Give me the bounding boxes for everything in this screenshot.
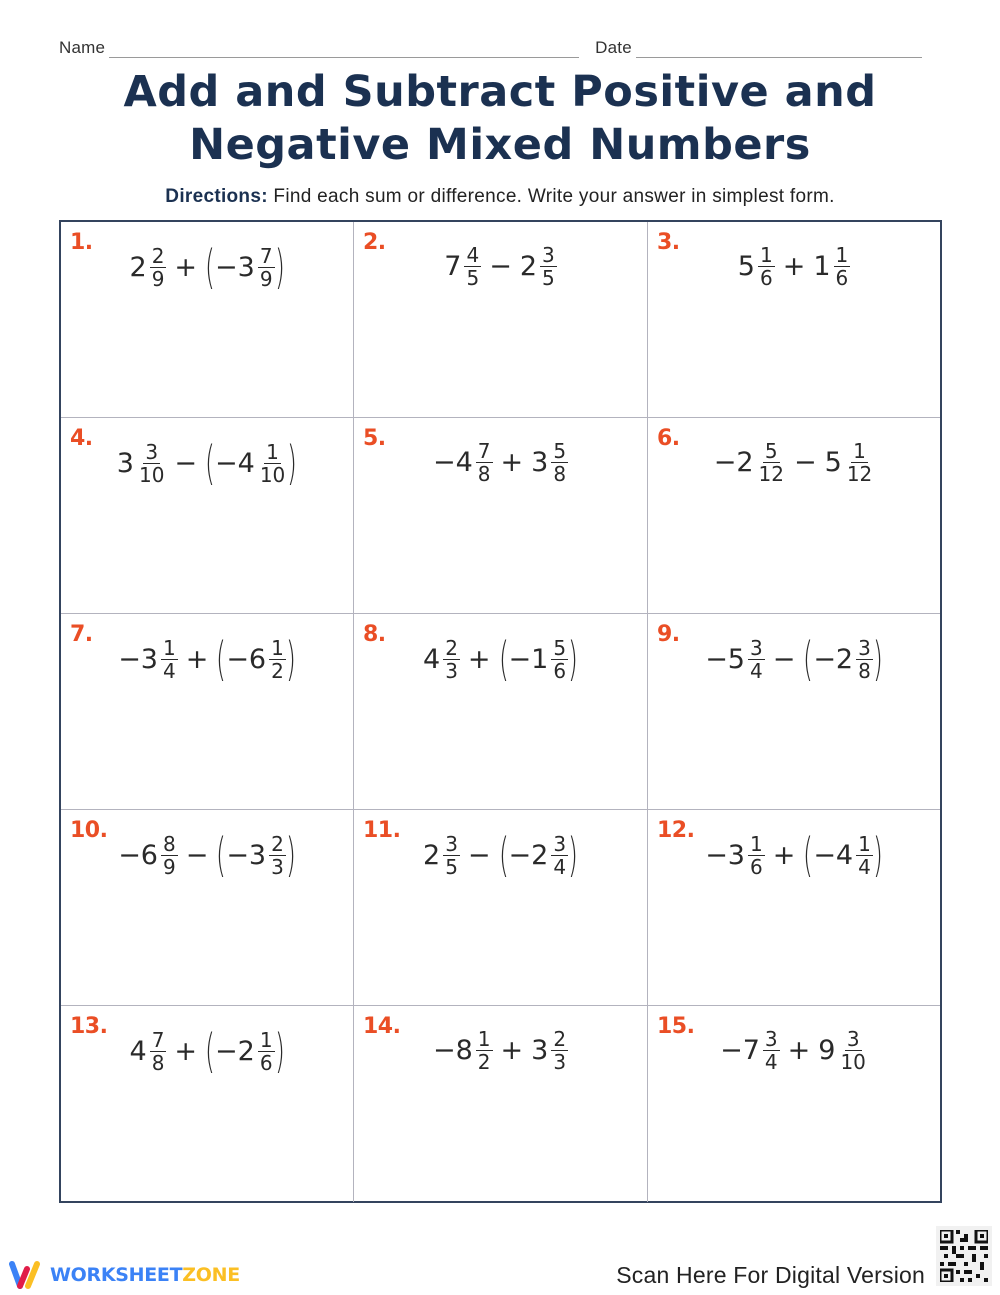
fraction <box>161 637 178 682</box>
operator: + <box>185 643 209 675</box>
fraction <box>551 440 568 485</box>
problem-number: 8. <box>363 622 386 647</box>
fraction <box>834 244 851 289</box>
numerator: 2 <box>553 1027 567 1051</box>
numerator: 1 <box>759 243 773 267</box>
close-paren: ) <box>287 436 298 490</box>
whole-number: 2 <box>519 251 537 282</box>
problem-grid <box>59 220 942 1203</box>
whole-number: −2 <box>713 447 754 478</box>
numerator: 2 <box>271 831 284 856</box>
denominator: 2 <box>271 658 284 683</box>
whole-number: −5 <box>705 643 745 675</box>
operator: − <box>772 643 796 675</box>
name-label: Name <box>59 38 106 57</box>
denominator: 4 <box>163 658 176 683</box>
whole-number: −3 <box>118 643 158 675</box>
denominator: 6 <box>835 266 849 290</box>
close-paren: ) <box>274 240 285 294</box>
problem-cell[interactable] <box>648 418 940 614</box>
numerator: 1 <box>266 439 279 464</box>
fraction <box>551 637 568 682</box>
numerator: 2 <box>151 243 165 268</box>
fraction <box>161 833 178 878</box>
fraction <box>476 440 493 485</box>
problem-cell[interactable] <box>354 222 648 418</box>
numerator: 5 <box>764 439 778 463</box>
logo-w-icon <box>8 1260 42 1290</box>
denominator: 8 <box>858 658 871 683</box>
page-title <box>0 66 1000 172</box>
operator: − <box>174 447 198 479</box>
problem-cell[interactable] <box>648 810 940 1006</box>
fraction <box>464 244 481 289</box>
whole-number: 2 <box>129 251 147 283</box>
numerator: 5 <box>553 635 567 660</box>
whole-number: −3 <box>226 839 267 871</box>
operator: + <box>787 1035 811 1066</box>
operator: − <box>467 839 491 871</box>
problem-number: 9. <box>657 622 680 647</box>
problem-cell[interactable] <box>648 1006 940 1202</box>
numerator: 3 <box>846 1027 860 1051</box>
problem-expression <box>648 1028 940 1073</box>
operator: − <box>489 251 512 282</box>
numerator: 3 <box>542 243 555 267</box>
problem-cell[interactable] <box>354 614 648 810</box>
denominator: 10 <box>840 1050 866 1074</box>
close-paren: ) <box>274 1024 285 1078</box>
whole-number: 9 <box>818 1035 836 1066</box>
whole-number: −4 <box>215 447 255 479</box>
close-paren: ) <box>872 828 883 882</box>
whole-number: 3 <box>116 447 134 479</box>
numerator: 3 <box>553 831 567 856</box>
denominator: 9 <box>259 266 273 291</box>
operator: + <box>500 1035 524 1066</box>
whole-number: −4 <box>813 839 854 871</box>
fraction <box>540 244 557 289</box>
denominator: 4 <box>553 854 567 879</box>
numerator: 3 <box>764 1027 778 1051</box>
operator: + <box>174 251 198 283</box>
fraction <box>845 440 874 485</box>
fraction <box>443 833 460 878</box>
whole-number: −6 <box>118 839 158 871</box>
logo-text <box>50 1264 240 1286</box>
denominator: 3 <box>445 658 458 683</box>
fraction <box>269 833 286 878</box>
denominator: 4 <box>764 1050 778 1074</box>
problem-number: 12. <box>657 818 695 843</box>
whole-number: 5 <box>824 447 842 478</box>
fraction <box>150 1029 167 1074</box>
denominator: 10 <box>259 462 286 487</box>
whole-number: 1 <box>813 251 831 282</box>
date-field[interactable] <box>636 39 922 58</box>
numerator: 1 <box>750 831 763 856</box>
denominator: 5 <box>466 266 480 290</box>
problem-cell[interactable] <box>61 1006 354 1202</box>
denominator: 12 <box>758 462 784 486</box>
problem-expression <box>648 440 940 485</box>
problem-cell[interactable] <box>61 810 354 1006</box>
fraction <box>748 637 765 682</box>
numerator: 3 <box>445 831 458 856</box>
numerator: 7 <box>259 243 273 268</box>
open-paren: ( <box>216 632 227 686</box>
problem-number: 3. <box>657 230 680 255</box>
directions <box>0 186 1000 208</box>
problem-number: 4. <box>70 426 93 451</box>
operator: − <box>794 447 817 478</box>
fraction <box>443 637 460 682</box>
denominator: 12 <box>846 462 873 486</box>
worksheetzone-logo <box>8 1260 240 1290</box>
fraction <box>758 244 775 289</box>
close-paren: ) <box>285 828 296 882</box>
denominator: 3 <box>271 854 284 879</box>
numerator: 5 <box>553 439 567 463</box>
problem-expression <box>354 244 647 289</box>
fraction <box>150 245 167 290</box>
whole-number: −2 <box>215 1035 255 1067</box>
numerator: 1 <box>259 1027 273 1052</box>
problem-number: 6. <box>657 426 680 451</box>
whole-number: 3 <box>531 1035 549 1066</box>
operator: + <box>174 1035 198 1067</box>
problem-expression <box>354 1028 647 1073</box>
denominator: 8 <box>553 462 567 486</box>
close-paren: ) <box>568 828 578 882</box>
whole-number: −1 <box>508 643 549 675</box>
denominator: 8 <box>151 1050 165 1075</box>
open-paren: ( <box>205 436 215 490</box>
problem-cell[interactable] <box>61 222 354 418</box>
denominator: 9 <box>163 854 176 879</box>
open-paren: ( <box>803 828 814 882</box>
whole-number: 5 <box>737 251 755 282</box>
whole-number: −3 <box>215 251 255 283</box>
directions-label: Directions: <box>165 186 268 207</box>
fraction <box>258 441 287 486</box>
whole-number: −4 <box>432 447 473 478</box>
numerator: 2 <box>445 635 458 660</box>
problem-cell[interactable] <box>354 1006 648 1202</box>
fraction <box>551 833 568 878</box>
numerator: 7 <box>477 439 491 463</box>
problem-number: 13. <box>70 1014 108 1039</box>
denominator: 2 <box>477 1050 491 1074</box>
denominator: 5 <box>542 266 555 290</box>
whole-number: 7 <box>444 251 462 282</box>
problem-expression <box>354 440 647 485</box>
problem-expression <box>648 244 940 289</box>
whole-number: 2 <box>423 839 441 871</box>
denominator: 4 <box>750 658 763 683</box>
fraction <box>748 833 765 878</box>
denominator: 6 <box>259 1050 273 1075</box>
whole-number: −7 <box>720 1035 760 1066</box>
problem-cell[interactable] <box>61 418 354 614</box>
denominator: 6 <box>553 658 567 683</box>
close-paren: ) <box>568 632 578 686</box>
numerator: 1 <box>477 1027 491 1051</box>
whole-number: −2 <box>813 643 854 675</box>
problem-expression <box>354 632 647 686</box>
fraction <box>856 833 873 878</box>
operator: + <box>500 447 524 478</box>
fraction <box>763 1028 780 1073</box>
denominator: 6 <box>759 266 773 290</box>
problem-expression <box>61 632 353 686</box>
problem-number: 15. <box>657 1014 695 1039</box>
problem-expression <box>648 632 940 686</box>
title-line-1: Add and Subtract Positive and <box>123 67 877 117</box>
problem-cell[interactable] <box>354 418 648 614</box>
fraction <box>856 637 873 682</box>
operator: + <box>772 839 796 871</box>
whole-number: −2 <box>508 839 549 871</box>
open-paren: ( <box>205 1024 215 1078</box>
directions-text: Find each sum or difference. Write your answer in simplest form. <box>267 186 835 207</box>
whole-number: −8 <box>432 1035 473 1066</box>
operator: + <box>782 251 806 282</box>
whole-number: 4 <box>423 643 441 675</box>
numerator: 7 <box>151 1027 165 1052</box>
problem-number: 2. <box>363 230 386 255</box>
denominator: 3 <box>553 1050 567 1074</box>
problem-cell[interactable] <box>648 222 940 418</box>
logo-word-worksheet: WORKSHEET <box>50 1264 183 1286</box>
problem-number: 10. <box>70 818 108 843</box>
numerator: 3 <box>145 439 159 464</box>
whole-number: 4 <box>129 1035 147 1067</box>
fraction <box>757 440 786 485</box>
name-date-row <box>59 34 939 58</box>
open-paren: ( <box>216 828 227 882</box>
problem-expression <box>61 240 353 294</box>
problem-number: 5. <box>363 426 386 451</box>
title-line-2: Negative Mixed Numbers <box>189 120 811 170</box>
close-paren: ) <box>285 632 296 686</box>
numerator: 8 <box>163 831 176 856</box>
denominator: 10 <box>138 462 165 487</box>
operator: + <box>467 643 491 675</box>
numerator: 1 <box>163 635 176 660</box>
problem-cell[interactable] <box>61 614 354 810</box>
qr-code-icon[interactable] <box>936 1226 992 1286</box>
fraction <box>258 245 275 290</box>
numerator: 1 <box>271 635 284 660</box>
denominator: 9 <box>151 266 165 291</box>
denominator: 4 <box>858 854 871 879</box>
open-paren: ( <box>803 632 814 686</box>
numerator: 3 <box>750 635 763 660</box>
open-paren: ( <box>498 828 509 882</box>
close-paren: ) <box>872 632 883 686</box>
open-paren: ( <box>498 632 509 686</box>
numerator: 1 <box>853 439 866 463</box>
scan-text: Scan Here For Digital Version <box>616 1262 925 1288</box>
numerator: 4 <box>466 243 480 267</box>
logo-word-zone: ZONE <box>182 1264 240 1286</box>
problem-number: 1. <box>70 230 93 255</box>
problem-cell[interactable] <box>354 810 648 1006</box>
fraction <box>838 1028 867 1073</box>
fraction <box>551 1028 568 1073</box>
numerator: 1 <box>835 243 849 267</box>
problem-number: 7. <box>70 622 93 647</box>
numerator: 3 <box>858 635 871 660</box>
problem-cell[interactable] <box>648 614 940 810</box>
open-paren: ( <box>205 240 215 294</box>
denominator: 5 <box>445 854 458 879</box>
date-label: Date <box>595 38 632 57</box>
whole-number: −3 <box>705 839 745 871</box>
numerator: 1 <box>858 831 871 856</box>
problem-number: 11. <box>363 818 401 843</box>
operator: − <box>185 839 209 871</box>
denominator: 8 <box>477 462 491 486</box>
whole-number: −6 <box>226 643 267 675</box>
fraction <box>269 637 286 682</box>
whole-number: 3 <box>531 447 549 478</box>
problem-expression <box>61 436 353 490</box>
name-field[interactable] <box>109 39 579 58</box>
fraction <box>137 441 166 486</box>
fraction <box>476 1028 493 1073</box>
fraction <box>258 1029 275 1074</box>
problem-number: 14. <box>363 1014 401 1039</box>
denominator: 6 <box>750 854 763 879</box>
